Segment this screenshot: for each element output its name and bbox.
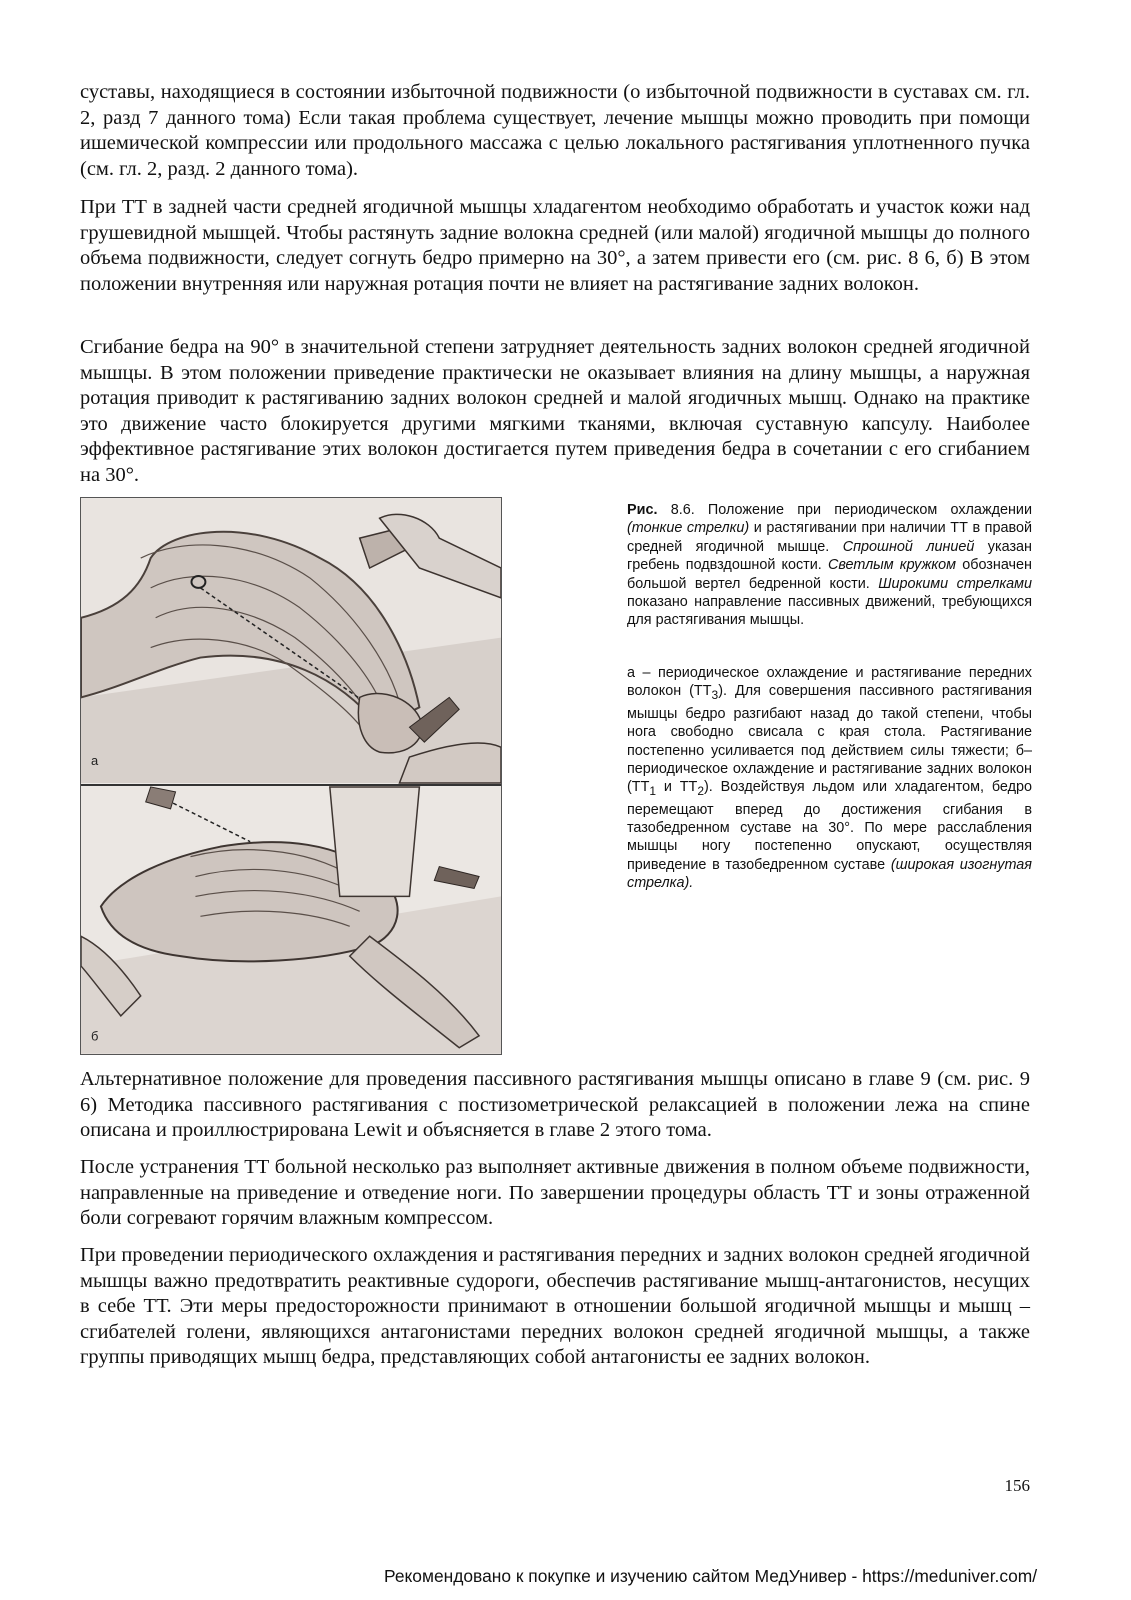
caption-text: Положение при периодическом охлаждении [694,502,1032,518]
body-paragraph-5: После устранения ТТ больной несколько раз выполняет активные движения в полном объеме подвижности, направленные на приведение и отведение ноги. По завершении процедуры область ТТ и зоны отраженной боли согревают горячим влажным компрессом. [80,1156,1030,1230]
stretch-illustration [81,498,501,1054]
caption-italic: Широкими стрелками [878,575,1032,592]
caption-detail-text: ). Воздействуя льдом или хладагентом, бедро перемещают вперед до достижения сгибания в тазобедренном суставе на 30°. По мере расслабления мышцы ногу постепенно опускают, осуществляя приведение в тазобедренном суставе [627,779,1032,873]
figure-illustration [80,497,502,1055]
caption-subscript: 2 [697,784,704,799]
body-paragraph-2: При ТТ в задней части средней ягодичной мышцы хладагентом необходимо обработать и участок кожи над грушевидной мышцей. Чтобы растянуть задние волокна средней (или малой) ягодичной мышцы до полного объема подвижности, следует согнуть бедро примерно на 30°, а затем привести его (см. рис. 8 6, б) В этом положении внутренняя или наружная ротация почти не влияет на растягивание задних волокон. [80,196,1030,295]
footer-recommendation: Рекомендовано к покупке и изучению сайтом МедУнивер - https://meduniver.com/ [384,1566,1038,1586]
caption-detail-text: а – периодическое охлаждение и растягивание передних волокон (ТТ [627,665,1032,700]
caption-detail-text: и ТТ [656,779,698,796]
page-number: 156 [1004,1476,1030,1495]
caption-text: показано направление пассивных движений, требующихся для растягивания мышцы. [627,594,1032,629]
body-paragraph-1: суставы, находящиеся в состоянии избыточной подвижности (о избыточной подвижности в суставах см. гл. 2, разд 7 данного тома) Если такая проблема существует, лечение мышцы можно проводить при помощи ишемической компрессии или продольного массажа с целью локального растягивания уплотненного пучка (см. гл. 2, разд. 2 данного тома). [80,81,1030,180]
caption-number: 8.6. [670,502,695,518]
body-paragraph-4: Альтернативное положение для проведения пассивного растягивания мышцы описано в главе 9 (см. рис. 9 6) Методика пассивного растягивания с постизометрической релаксацией в положении лежа на спине описана и проиллюстрирована Lewit и объясняется в главе 2 этого тома. [80,1068,1030,1142]
caption-subscript: 3 [711,688,719,703]
panel-a-drawing [81,498,501,783]
caption-detail-text: ). Для совершения пассивного растягивания мышцы бедро разгибают назад до такой степени, чтобы нога свободно свисала с края стола. Растягивание постепенно усиливается под действием силы тяжести; б– периодическое охлаждение и растягивание задних волокон (ТТ [627,683,1032,796]
caption-detail-italic: (широкая изогнутая стрелка). [627,856,1032,892]
body-paragraph-6: При проведении периодического охлаждения и растягивания передних и задних волокон средней ягодичной мышцы важно предотвратить реактивные судороги, обеспечив растягивание мышц-антагонистов, несущих в себе ТТ. Эти меры предосторожности принимают в отношении большой ягодичной мышцы и мышц – сгибателей голени, являющихся антагонистами передних волокон средней ягодичной мышцы, а также группы приводящих мышц бедра, представляющих собой антагонисты ее задних волокон. [80,1244,1030,1369]
caption-label: Рис. [627,502,658,518]
figure-caption-detail [627,664,1032,893]
caption-italic: Спрошной линией [842,538,975,555]
figure-caption [627,501,1032,630]
caption-subscript: 1 [649,784,657,799]
body-paragraph-3: Сгибание бедра на 90° в значительной степени затрудняет деятельность задних волокон средней ягодичной мышцы. В этом положении приведение практически не оказывает влияния на длину мышцы, а наружная ротация приводит к растягиванию задних волокон средней и малой ягодичных мышц. Однако на практике это движение часто блокируется другими мягкими тканями, включая суставную капсулу. Наиболее эффективное растягивание этих волокон достигается путем приведения бедра в сочетании с его сгибанием на 30°. [80,336,1030,486]
panel-b-drawing [81,787,501,1054]
caption-text: указан гребень подвздошной кости. [627,538,1032,574]
panel-a-label: а [90,753,99,769]
caption-italic: Светлым кружком [827,557,957,574]
panel-b-label: б [90,1028,99,1044]
caption-italic: (тонкие стрелки) [627,520,750,537]
caption-text: обозначен большой вертел бедренной кости. [627,557,1032,592]
caption-text: и растягивании при наличии ТТ в правой средней ягодичной мышце. [627,520,1032,555]
